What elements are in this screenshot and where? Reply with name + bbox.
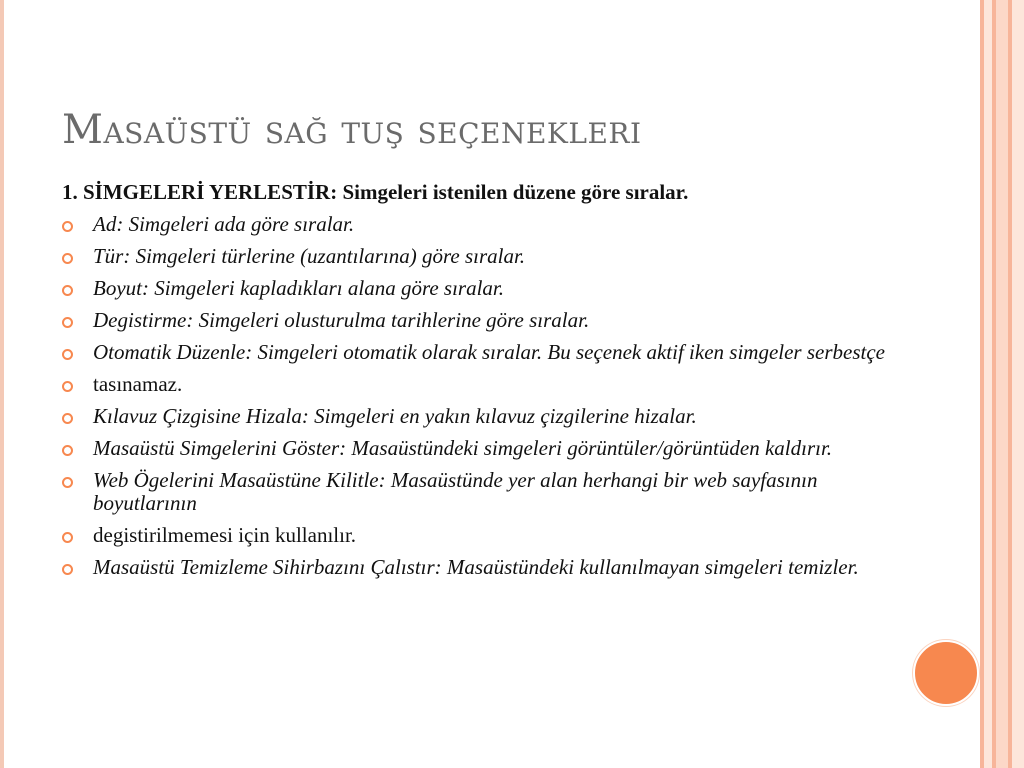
- slide-content: [62, 180, 892, 588]
- list-item-text: Masaüstü Simgelerini Göster: Masaüstündeki simgeleri görüntüler/görüntüden kaldırır.: [93, 436, 833, 460]
- bullet-circle-icon: [62, 381, 73, 392]
- list-item-text: degistirilmemesi için kullanılır.: [93, 523, 357, 547]
- bullet-circle-icon: [62, 221, 73, 232]
- bullet-circle-icon: [62, 413, 73, 424]
- list-item: [62, 213, 892, 236]
- stripe: [1012, 0, 1024, 768]
- list-item-text: Ad: Simgeleri ada göre sıralar.: [93, 212, 355, 236]
- bullet-circle-icon: [62, 564, 73, 575]
- slide-title: Masaüstü sağ tuş seçenekleri: [62, 107, 642, 153]
- left-border-line: [0, 0, 4, 768]
- list-item-text: tasınamaz.: [93, 372, 183, 396]
- list-item-text: Degistirme: Simgeleri olusturulma tarihlerine göre sıralar.: [93, 308, 590, 332]
- decorative-circle: [913, 640, 979, 706]
- bullet-circle-icon: [62, 532, 73, 543]
- list-item: [62, 469, 892, 515]
- right-decorative-stripes: [980, 0, 1024, 768]
- list-item: [62, 373, 892, 396]
- list-item: [62, 524, 892, 547]
- list-item: [62, 341, 892, 364]
- list-item: [62, 245, 892, 268]
- list-item: [62, 277, 892, 300]
- list-item-text: Web Ögelerini Masaüstüne Kilitle: Masaüstünde yer alan herhangi bir web sayfasının boyutlarının: [93, 468, 818, 515]
- bullet-list: [62, 213, 892, 579]
- list-item-text: Boyut: Simgeleri kapladıkları alana göre sıralar.: [93, 276, 505, 300]
- bullet-circle-icon: [62, 285, 73, 296]
- stripe: [984, 0, 992, 768]
- bullet-circle-icon: [62, 317, 73, 328]
- list-item: [62, 405, 892, 428]
- bullet-circle-icon: [62, 349, 73, 360]
- bullet-circle-icon: [62, 445, 73, 456]
- stripe: [996, 0, 1008, 768]
- list-item: [62, 437, 892, 460]
- bullet-circle-icon: [62, 253, 73, 264]
- section-heading: 1. SİMGELERİ YERLESTİR: Simgeleri istenilen düzene göre sıralar.: [62, 180, 689, 204]
- list-item-text: Kılavuz Çizgisine Hizala: Simgeleri en yakın kılavuz çizgilerine hizalar.: [93, 404, 697, 428]
- list-item-text: Otomatik Düzenle: Simgeleri otomatik olarak sıralar. Bu seçenek aktif iken simgeler serbestçe: [93, 340, 885, 364]
- list-item: [62, 556, 892, 579]
- list-item: [62, 309, 892, 332]
- list-item-text: Masaüstü Temizleme Sihirbazını Çalıstır: Masaüstündeki kullanılmayan simgeleri temizler.: [93, 555, 859, 579]
- bullet-circle-icon: [62, 477, 73, 488]
- list-item-text: Tür: Simgeleri türlerine (uzantılarına) göre sıralar.: [93, 244, 526, 268]
